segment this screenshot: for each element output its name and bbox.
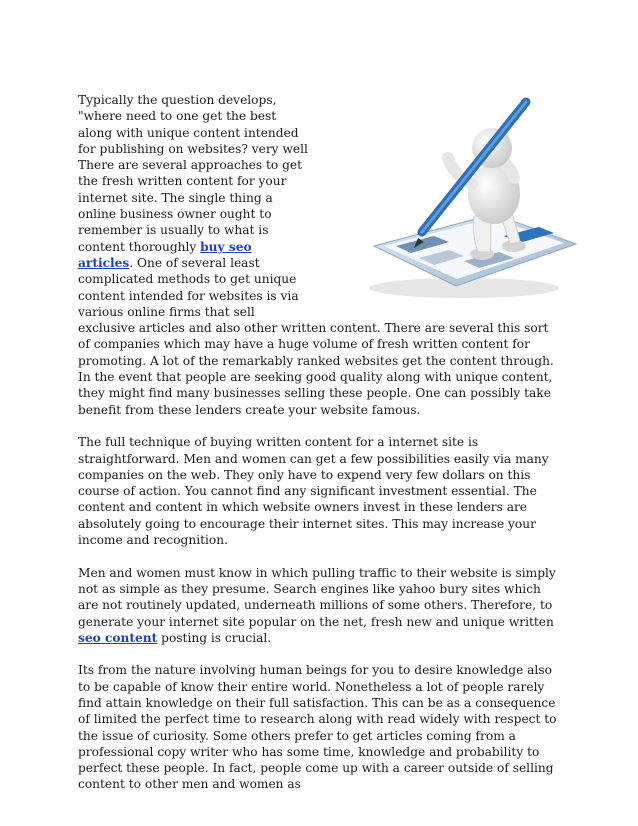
paragraph-2: The full technique of buying written content for a internet site is straightforward. Men and women can get a few possibilities easily via many companies on the web. They only have to expend very few dollars on this course of action. You cannot find any significant investment essential. The content and content in which website owners invest in these lenders are absolutely going to encourage their internet sites. This may increase your income and recognition. <box>78 435 549 548</box>
paragraph-3 <box>78 565 562 646</box>
paragraph-3-text-start: Men and women must know in which pulling traffic to their website is simply not as simple as they presume. Search engines like yahoo bury sites which are not routinely updated, underneath millions of some others. Therefore, to generate your internet site popular on the net, fresh new and unique written <box>78 565 556 629</box>
paragraph-3-text-end: posting is crucial. <box>157 630 272 645</box>
paragraph-1-text-end: . One of several least complicated methods to get unique content intended for websites is via various online firms that sell exclusive articles and also other written content. There are several this sort of companies which may have a huge volume of fresh written content for promoting. A lot of the remarkably ranked websites get the content through. In the event that people are seeking good quality along with unique content, they might find many businesses selling these people. One can possibly take benefit from these lenders create your website famous. <box>78 255 554 417</box>
buy-seo-articles-link[interactable]: buy seo articles <box>78 239 252 270</box>
paragraph-4: Its from the nature involving human beings for you to desire knowledge also to be capable of know their entire world. Nonetheless a lot of people rarely find attain knowledge on their full satisfaction. This can be as a consequence of limited the perfect time to research along with read widely with respect to the issue of curiosity. Some others prefer to get articles coming from a professional copy writer who has some time, knowledge and probability to perfect these people. In fact, people come up with a career outside of selling content to other men and women as <box>78 663 557 792</box>
seo-content-link[interactable]: seo content <box>78 630 158 645</box>
document-body <box>78 92 562 793</box>
figure-with-pen-drawing <box>314 96 586 306</box>
illustration-writer-figure <box>314 96 586 306</box>
paragraph-1-text-start: Typically the question develops, "where need to one get the best along with unique content intended for publishing on websites? very well There are several approaches to get the fresh written content for your internet site. The single thing a online business owner ought to remember is usually to what is content thoroughly <box>78 93 308 254</box>
